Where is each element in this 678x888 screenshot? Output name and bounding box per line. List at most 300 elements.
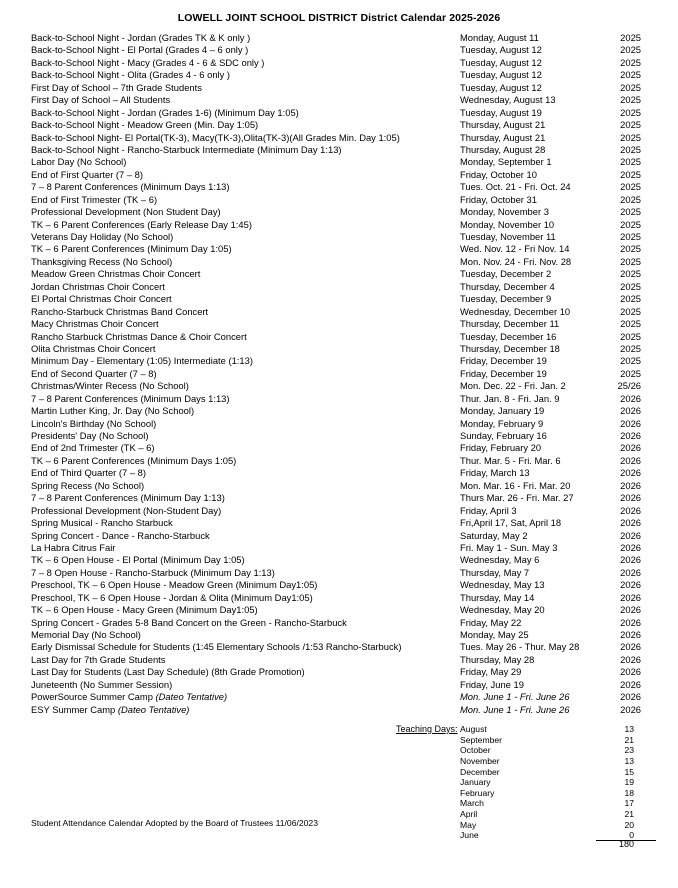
teaching-days-count: 21 [624,734,634,745]
event-name [31,355,253,367]
event-label: Juneteenth (No Summer Session) [31,678,173,690]
event-name [31,331,247,343]
event-name [31,293,172,305]
event-date: Friday, February 20 [460,442,542,454]
event-date: Tuesday, December 16 [460,330,557,342]
event-date: Tuesday, August 12 [460,81,542,93]
teaching-month: February [460,787,495,798]
event-label: ESY Summer Camp [31,703,116,715]
event-label: Martin Luther King, Jr. Day (No School) [31,405,195,417]
event-label: Last Day for Students (Last Day Schedule) (8th Grade Promotion) [31,666,305,678]
event-year: 2026 [620,529,641,541]
teaching-month: April [460,809,478,820]
calendar-row [31,617,641,629]
calendar-row [31,704,641,716]
event-date: Thursday, August 28 [460,143,546,155]
event-name [31,542,115,554]
calendar-row [31,194,641,206]
calendar-row [31,430,641,442]
event-label: Minimum Day - Elementary (1:05) Intermediate (1:13) [31,355,253,367]
event-date: Friday, October 10 [460,168,537,180]
event-year: 2025 [620,156,641,168]
event-year: 2026 [620,579,641,591]
event-label: Rancho Starbuck Christmas Dance & Choir Concert [31,330,247,342]
calendar-row [31,306,641,318]
event-year: 2026 [620,604,641,616]
calendar-row [31,492,641,504]
event-year: 2025 [620,181,641,193]
event-date: Wednesday, May 20 [460,604,545,616]
event-label: TK – 6 Parent Conferences (Minimum Days 1:05) [31,454,237,466]
event-label: Spring Concert - Dance - Rancho-Starbuck [31,529,210,541]
event-date: Thursday, May 7 [460,566,530,578]
event-note: (Dateo Tentative) [155,691,228,703]
event-year: 2026 [620,616,641,628]
event-name [31,156,126,168]
teaching-days-count: 20 [624,819,634,830]
event-label: 7 – 8 Parent Conferences (Minimum Days 1:13) [31,181,230,193]
event-date: Monday, August 11 [460,32,539,43]
event-name [31,82,202,94]
calendar-row [31,542,641,554]
event-name [31,243,232,255]
event-label: TK – 6 Open House - Macy Green (Minimum Day1:05) [31,604,258,616]
event-name [31,579,317,591]
event-label: Back-to-School Night - Meadow Green (Min. Day 1:05) [31,119,259,131]
event-name [31,57,264,69]
event-label: La Habra Citrus Fair [31,541,116,553]
event-year: 2025 [620,143,641,155]
calendar-row [31,107,641,119]
event-name [31,405,194,417]
event-date: Thursday, August 21 [460,119,546,131]
event-year: 2026 [620,504,641,516]
event-date: Friday, October 31 [460,193,537,205]
event-year: 2025 [620,355,641,367]
calendar-row [31,57,641,69]
event-label: 7 – 8 Parent Conferences (Minimum Days 1:13) [31,392,230,404]
event-name [31,704,189,716]
event-name [31,343,156,355]
event-year: 2025 [620,330,641,342]
teaching-days-count: 23 [624,745,634,756]
calendar-row [31,119,641,131]
calendar-row [31,505,641,517]
event-date: Thursday, August 21 [460,131,546,143]
event-year: 2025 [620,280,641,292]
event-name [31,505,221,517]
event-label: Spring Concert - Grades 5-8 Band Concert on the Green - Rancho-Starbuck [31,616,347,628]
calendar-row [31,169,641,181]
event-name [31,132,400,144]
event-label: End of First Trimester (TK – 6) [31,193,158,205]
teaching-days-row [460,788,634,799]
event-name [31,393,230,405]
event-name [31,679,172,691]
event-date: Thursday, December 18 [460,342,560,354]
event-name [31,430,148,442]
teaching-days-count: 13 [624,755,634,766]
calendar-row [31,281,641,293]
calendar-row [31,243,641,255]
event-label: End of Third Quarter (7 – 8) [31,467,146,479]
calendar-row [31,442,641,454]
teaching-days-row [460,724,634,735]
calendar-row [31,679,641,691]
event-year: 2025 [620,318,641,330]
calendar-row [31,355,641,367]
event-label: Back-to-School Night - El Portal (Grades 4 – 6 only ) [31,44,249,56]
event-date: Monday, February 9 [460,417,544,429]
event-year: 2025 [620,94,641,106]
event-name [31,368,157,380]
event-name [31,442,155,454]
event-year: 2026 [620,703,641,715]
teaching-month: December [460,766,500,777]
event-name [31,567,275,579]
teaching-days-row [460,756,634,767]
event-date: Thurs Mar. 26 - Fri. Mar. 27 [460,492,574,504]
event-date: Wednesday, May 6 [460,554,540,566]
teaching-month: September [460,734,503,745]
adoption-note: Student Attendance Calendar Adopted by the Board of Trustees 11/06/2023 [31,818,318,828]
event-label: Preschool, TK – 6 Open House - Jordan & Olita (Minimum Day1:05) [31,591,313,603]
event-name [31,604,258,616]
event-date: Friday, June 19 [460,678,524,690]
calendar-row [31,144,641,156]
teaching-days-count: 13 [624,724,634,734]
event-date: Mon. June 1 - Fri. June 26 [460,703,570,715]
event-label: Christmas/Winter Recess (No School) [31,380,189,392]
event-name [31,641,402,653]
event-name [31,281,165,293]
event-label: TK – 6 Parent Conferences (Early Release Day 1:45) [31,218,252,230]
event-name [31,206,221,218]
teaching-days-count: 0 [629,830,634,841]
event-year: 2026 [620,492,641,504]
event-year: 2026 [620,691,641,703]
event-date: Tuesday, August 19 [460,106,542,118]
event-name [31,69,230,81]
event-name [31,231,173,243]
calendar-row [31,94,641,106]
teaching-days-row [460,767,634,778]
event-name [31,666,305,678]
event-year: 2025 [620,131,641,143]
teaching-days-row [460,745,634,756]
calendar-row [31,654,641,666]
calendar-row [31,69,641,81]
event-name [31,592,313,604]
teaching-days-count: 18 [624,787,634,798]
event-name [31,256,172,268]
calendar-row [31,206,641,218]
event-year: 2026 [620,392,641,404]
event-year: 2026 [620,641,641,653]
teaching-days-count: 17 [624,798,634,809]
event-name [31,517,173,529]
event-label: End of 2nd Trimester (TK – 6) [31,442,155,454]
event-name [31,219,252,231]
event-date: Friday, May 22 [460,616,522,628]
calendar-row [31,480,641,492]
event-label: Professional Development (Non Student Day) [31,206,221,218]
teaching-days-table [460,724,634,841]
teaching-days-row [460,798,634,809]
calendar-row [31,380,641,392]
event-name [31,418,156,430]
event-year: 25/26 [617,380,641,392]
event-label: Olita Christmas Choir Concert [31,342,156,354]
event-year: 2025 [620,119,641,131]
event-date: Wed. Nov. 12 - Fri Nov. 14 [460,243,570,255]
event-year: 2026 [620,430,641,441]
calendar-row [31,405,641,417]
event-label: Memorial Day (No School) [31,629,141,640]
teaching-days-row [460,820,634,831]
event-date: Tues. Oct. 21 - Fri. Oct. 24 [460,181,571,193]
event-name [31,107,299,119]
teaching-month: January [460,777,491,788]
teaching-month: May [460,819,477,830]
event-date: Saturday, May 2 [460,529,528,541]
calendar-row [31,517,641,529]
event-year: 2026 [620,479,641,491]
event-year: 2025 [620,106,641,118]
calendar-row [31,44,641,56]
teaching-days-row [460,735,634,746]
event-year: 2025 [620,367,641,379]
event-label: Back-to-School Night - Jordan (Grades TK & K only ) [31,32,251,43]
event-date: Monday, September 1 [460,156,552,168]
teaching-month: August [460,724,487,734]
event-date: Tuesday, December 2 [460,268,552,280]
event-date: Friday, May 29 [460,666,522,678]
calendar-row [31,343,641,355]
event-date: Friday, December 19 [460,367,547,379]
event-date: Mon. Dec. 22 - Fri. Jan. 2 [460,380,566,392]
event-label: Macy Christmas Choir Concert [31,318,159,330]
teaching-days-count: 15 [624,766,634,777]
calendar-row [31,256,641,268]
event-name [31,306,208,318]
calendar-row [31,368,641,380]
calendar-row [31,579,641,591]
event-year: 2025 [620,218,641,230]
event-year: 2025 [620,193,641,205]
event-year: 2026 [620,554,641,566]
event-label: Early Dismissal Schedule for Students (1:45 Elementary Schools /1:53 Rancho-Starbuck) [31,641,402,653]
event-year: 2025 [620,268,641,280]
event-name [31,318,159,330]
event-name [31,492,225,504]
event-label: Veterans Day Holiday (No School) [31,231,174,242]
event-year: 2025 [620,206,641,218]
event-label: Presidents' Day (No School) [31,430,149,441]
event-name [31,480,144,492]
event-date: Wednesday, December 10 [460,305,571,317]
event-date: Thursday, December 4 [460,280,555,292]
event-year: 2026 [620,591,641,603]
event-date: Thursday, May 14 [460,591,535,603]
event-note: (Dateo Tentative) [117,703,190,715]
event-date: Tuesday, August 12 [460,56,542,68]
event-name [31,554,245,566]
event-name [31,268,200,280]
event-year: 2026 [620,678,641,690]
calendar-row [31,629,641,641]
event-year: 2026 [620,405,641,417]
event-date: Friday, March 13 [460,467,530,479]
event-year: 2025 [620,255,641,267]
event-label: Lincoln's Birthday (No School) [31,417,157,429]
event-label: Preschool, TK – 6 Open House - Meadow Green (Minimum Day1:05) [31,579,318,591]
teaching-days-count: 21 [624,809,634,820]
teaching-month: November [460,755,500,766]
event-label: Rancho-Starbuck Christmas Band Concert [31,305,209,317]
calendar-row [31,156,641,168]
event-date: Tues. May 26 - Thur. May 28 [460,641,580,653]
calendar-row [31,530,641,542]
event-name [31,119,258,131]
event-label: TK – 6 Open House - El Portal (Minimum Day 1:05) [31,554,245,566]
event-label: PowerSource Summer Camp [31,691,153,703]
event-name [31,467,146,479]
event-date: Thur. Jan. 8 - Fri. Jan. 9 [460,392,560,404]
event-label: Last Day for 7th Grade Students [31,653,166,665]
event-date: Fri,April 17, Sat, April 18 [460,517,562,529]
teaching-days-label: Teaching Days: [396,724,458,734]
calendar-row [31,219,641,231]
event-date: Friday, April 3 [460,504,517,516]
event-date: Thursday, May 28 [460,653,535,665]
calendar-row [31,32,641,44]
event-label: Meadow Green Christmas Choir Concert [31,268,201,280]
calendar-row [31,418,641,430]
calendar-row [31,604,641,616]
event-label: Back-to-School Night - Macy (Grades 4 - 6 & SDC only ) [31,56,265,68]
page-title: LOWELL JOINT SCHOOL DISTRICT District Calendar 2025-2026 [177,12,501,24]
calendar-row [31,82,641,94]
calendar-row [31,293,641,305]
event-name [31,691,227,703]
event-label: End of Second Quarter (7 – 8) [31,367,157,379]
calendar-row [31,455,641,467]
event-date: Tuesday, August 12 [460,44,542,56]
event-label: Jordan Christmas Choir Concert [31,280,165,292]
event-year: 2025 [620,293,641,305]
event-date: Wednesday, May 13 [460,579,545,591]
event-date: Mon. June 1 - Fri. June 26 [460,691,570,703]
event-year: 2026 [620,417,641,429]
calendar-row [31,318,641,330]
event-date: Mon. Nov. 24 - Fri. Nov. 28 [460,255,572,267]
event-year: 2026 [620,541,641,553]
calendar-row [31,592,641,604]
event-label: 7 – 8 Open House - Rancho-Starbuck (Minimum Day 1:13) [31,566,275,578]
event-name [31,181,230,193]
event-name [31,654,165,666]
event-name [31,144,342,156]
event-name [31,530,210,542]
event-label: Back-to-School Night - Rancho-Starbuck Intermediate (Minimum Day 1:13) [31,143,342,155]
event-date: Monday, May 25 [460,629,529,640]
teaching-days-row [460,777,634,788]
teaching-days-total: 180 [618,839,634,849]
event-name [31,194,157,206]
event-date: Monday, November 3 [460,206,549,218]
event-name [31,380,189,392]
event-year: 2025 [620,44,641,56]
event-date: Thursday, December 11 [460,318,560,330]
event-date: Tuesday, November 11 [460,231,556,242]
teaching-days-count: 19 [624,777,634,788]
event-label: Labor Day (No School) [31,156,127,168]
calendar-row [31,554,641,566]
event-label: First Day of School – All Students [31,94,171,106]
teaching-month: October [460,745,491,756]
event-year: 2026 [620,454,641,466]
event-date: Tuesday, August 12 [460,69,542,81]
event-year: 2025 [620,305,641,317]
teaching-month: June [460,830,479,841]
event-year: 2026 [620,666,641,678]
event-label: End of First Quarter (7 – 8) [31,168,144,180]
event-label: 7 – 8 Parent Conferences (Minimum Day 1:13) [31,492,225,504]
event-label: Professional Development (Non-Student Day) [31,504,222,516]
calendar-row [31,666,641,678]
event-date: Fri. May 1 - Sun. May 3 [460,541,558,553]
event-name [31,44,248,56]
event-year: 2025 [620,243,641,255]
calendar-row [31,641,641,653]
teaching-month: March [460,798,484,809]
event-date: Monday, November 10 [460,218,555,230]
teaching-days-row [460,809,634,820]
calendar-row [31,393,641,405]
event-year: 2026 [620,517,641,529]
event-label: TK – 6 Parent Conferences (Minimum Day 1:05) [31,243,232,255]
event-name [31,94,170,106]
event-label: Thanksgiving Recess (No School) [31,255,173,267]
event-year: 2026 [620,442,641,454]
event-date: Tuesday, December 9 [460,293,552,305]
event-year: 2025 [620,342,641,354]
event-label: Back-to-School Night- El Portal(TK-3), Macy(TK-3),Olita(TK-3)(All Grades Min. Day 1:05) [31,131,400,143]
event-date: Friday, December 19 [460,355,547,367]
calendar-row [31,231,641,243]
event-label: Spring Recess (No School) [31,479,145,491]
event-date: Mon. Mar. 16 - Fri. Mar. 20 [460,479,571,491]
event-year: 2025 [620,56,641,68]
event-label: El Portal Christmas Choir Concert [31,293,172,305]
event-label: Back-to-School Night - Olita (Grades 4 - 6 only ) [31,69,231,81]
event-year: 2025 [620,231,641,242]
calendar-row [31,268,641,280]
event-year: 2025 [620,32,641,43]
event-year: 2026 [620,629,641,640]
event-label: Spring Musical - Rancho Starbuck [31,517,173,529]
calendar-row [31,181,641,193]
event-year: 2025 [620,69,641,81]
event-date: Wednesday, August 13 [460,94,556,106]
event-date: Thur. Mar. 5 - Fri. Mar. 6 [460,454,561,466]
calendar-row [31,567,641,579]
event-label: First Day of School – 7th Grade Students [31,81,202,93]
event-name [31,32,250,44]
event-year: 2025 [620,81,641,93]
calendar-row [31,132,641,144]
